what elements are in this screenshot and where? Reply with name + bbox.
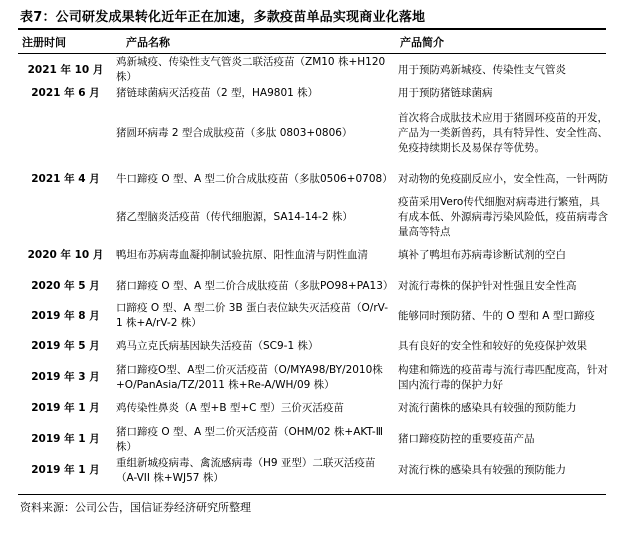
row-product-name: 鸭坦布苏病毒血凝抑制试验抗原、阳性血清与阴性血清 [116,249,368,261]
header-date: 注册时间 [22,36,66,49]
row-product-name: 鸡马立克氏病基因缺失活疫苗（SC9-1 株） [116,340,319,352]
row-description: 用于预防猪链球菌病 [398,87,493,99]
row-date: 2019 年 3 月 [31,371,100,383]
row-description: 能够同时预防猪、牛的 O 型和 A 型口蹄疫 [398,309,595,322]
row-description: 具有良好的安全性和较好的免疫保护效果 [398,340,587,352]
row-description: 填补了鸭坦布苏病毒诊断试剂的空白 [398,249,566,261]
header-desc: 产品简介 [400,36,444,49]
source-note: 资料来源：公司公告，国信证券经济研究所整理 [20,501,251,514]
table-row [18,393,606,424]
row-date: 2019 年 1 月 [31,464,100,476]
row-date: 2021 年 10 月 [27,63,104,76]
header-name: 产品名称 [126,36,170,49]
row-product-name: 猪链球菌病灭活疫苗（2 型，HA9801 株） [116,87,319,99]
row-product-name: 猪圆环病毒 2 型合成肽疫苗（多肽 0803+0806） [116,126,353,139]
table-header [18,31,606,51]
row-description: 疫苗采用Vero传代细胞对病毒进行繁殖，具有成本低、外源病毒污染风险低，疫苗病毒含量高等特点 [398,195,608,238]
bottom-rule [18,494,606,495]
table-row [18,331,606,362]
row-date: 2021 年 6 月 [31,87,100,99]
row-product-name: 鸡新城疫、传染性支气管炎二联活疫苗（ZM10 株+H120 株） [116,56,386,83]
table-row [18,55,606,85]
table-row [18,301,606,331]
row-date: 2020 年 10 月 [27,249,104,261]
row-description: 对流行毒株的保护针对性强且安全性高 [398,279,577,292]
table-body [18,55,606,486]
table-title: 表7：公司研发成果转化近年正在加速，多款疫苗单品实现商业化落地 [20,10,426,25]
row-description: 猪口蹄疫防控的重要疫苗产品 [398,433,535,445]
row-date: 2019 年 1 月 [31,433,100,445]
table-row [18,240,606,271]
row-date [18,102,113,164]
row-description: 对流行株的感染具有较强的预防能力 [398,464,566,476]
row-date [18,194,113,240]
row-product-name: 重组新城疫病毒、禽流感病毒（H9 亚型）二联灭活疫苗（A-VII 株+WJ57 株） [116,456,376,484]
table-row [18,362,606,393]
row-product-name: 猪乙型脑炎活疫苗（传代细胞源，SA14-14-2 株） [116,210,353,223]
row-description: 用于预防鸡新城疫、传染性支气管炎 [398,63,566,76]
row-product-name: 鸡传染性鼻炎（A 型+B 型+C 型）三价灭活疫苗 [116,402,344,414]
table-row [18,85,606,102]
row-product-name: 牛口蹄疫 O 型、A 型二价合成肽疫苗（多肽0506+0708） [116,172,393,185]
row-description: 对流行菌株的感染具有较强的预防能力 [398,402,577,414]
row-description: 构建和筛选的疫苗毒与流行毒匹配度高，针对国内流行毒的保护力好 [398,363,608,391]
row-product-name: 猪口蹄疫O型、A型二价灭活疫苗（O/MYA98/BY/2010株+O/PanAsia/TZ/2011 株+Re-A/WH/09 株） [116,363,383,391]
row-description: 首次将合成肽技术应用于猪圆环疫苗的开发，产品为一类新兽药，具有特异性、安全性高、免疫持续期长及易保存等优势。 [398,111,608,154]
row-description: 对动物的免疫副反应小，安全性高，一针两防 [398,172,608,185]
table-row [18,194,606,240]
row-date: 2019 年 1 月 [31,402,100,414]
table-row [18,455,606,486]
row-date: 2019 年 8 月 [31,309,100,322]
table-row [18,164,606,194]
row-date: 2021 年 4 月 [31,172,100,185]
row-product-name: 猪口蹄疫 O 型、A 型二价合成肽疫苗（多肽PO98+PA13） [116,279,394,292]
header-rule [18,53,606,54]
table-row [18,102,606,164]
row-product-name: 口蹄疫 O 型、A 型二价 3B 蛋白表位缺失灭活疫苗（O/rV-1 株+A/rV-2 株） [116,302,388,329]
row-product-name: 猪口蹄疫 O 型、A 型二价灭活疫苗（OHM/02 株+AKT-Ⅲ株） [116,425,383,453]
row-date: 2019 年 5 月 [31,340,100,352]
table-row [18,424,606,455]
table-row [18,271,606,301]
top-rule [18,28,606,30]
row-date: 2020 年 5 月 [31,279,100,292]
